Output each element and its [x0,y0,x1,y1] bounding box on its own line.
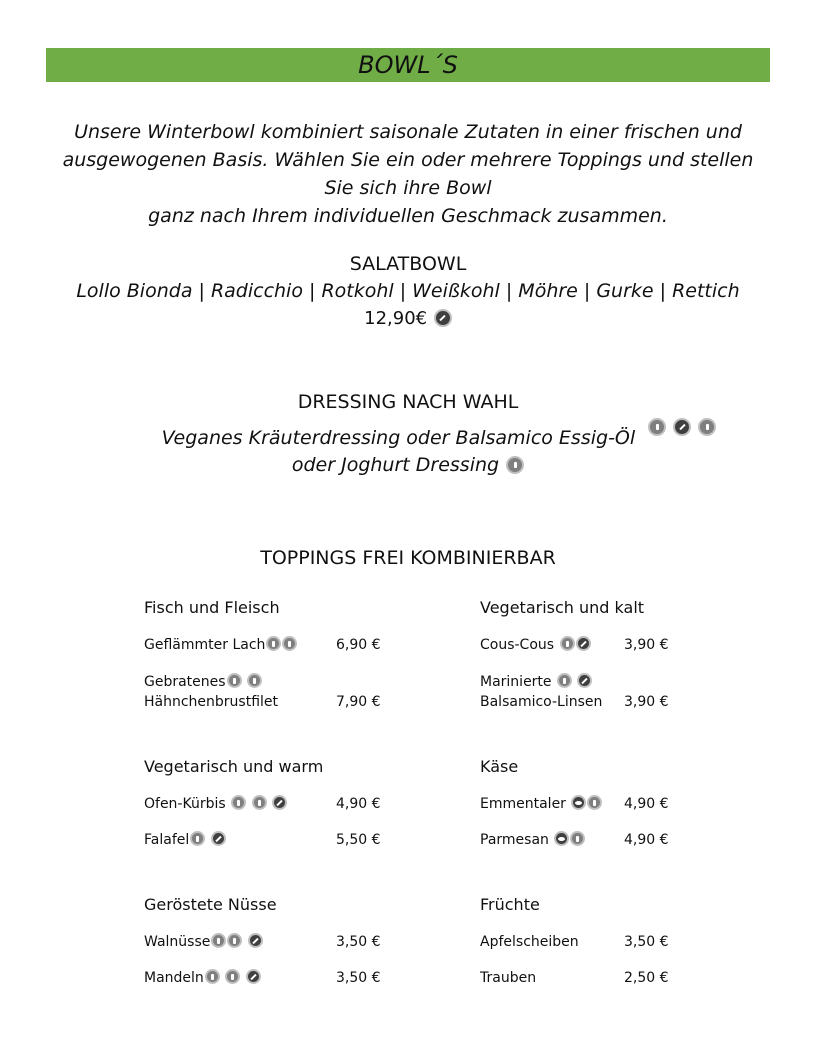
item-name: Falafel [144,832,190,848]
item-price: 3,90 € [624,637,669,653]
vegan-icon [248,933,263,948]
vegetarian-icon [571,795,586,810]
allergen-icon [282,636,297,651]
dressing-title: DRESSING NACH WAHL [297,391,519,413]
vegan-icon [577,673,592,688]
dressing-line-2: oder Joghurt Dressing [291,454,500,476]
list-item [144,635,297,655]
item-name-cont: Balsamico-Linsen [480,694,603,710]
list-item [144,794,287,814]
allergen-icon [252,795,267,810]
dressing-line-1: Veganes Kräuterdressing oder Balsamico Essig-Öl [161,427,636,449]
item-name: Ofen-Kürbis [144,796,226,812]
intro-line: Unsere Winterbowl kombiniert saisonale Zutaten in einer frischen und [74,121,742,143]
category-cheese: Käse [480,757,519,776]
item-name-cont: Hähnchenbrustfilet [144,694,279,710]
dressing-line-2-row [0,454,816,476]
dressing-icons [647,416,716,438]
page-title: BOWL´S [358,51,458,79]
item-name: Mandeln [144,970,204,986]
item-price: 3,50 € [336,970,381,986]
allergen-icon [648,418,666,436]
allergen-icon [227,933,242,948]
vegan-icon [576,636,591,651]
item-price: 3,90 € [624,694,669,710]
allergen-icon [231,795,246,810]
item-price: 6,90 € [336,637,381,653]
item-price: 4,90 € [624,796,669,812]
vegan-icon [434,309,452,327]
salad-price-row [0,308,816,329]
vegan-icon [272,795,287,810]
salad-ingredients: Lollo Bionda | Radicchio | Rotkohl | Weißkohl | Möhre | Gurke | Rettich [76,280,740,302]
intro-line: ganz nach Ihrem individuellen Geschmack zusammen. [148,205,668,227]
item-name: Cous-Cous [480,637,555,653]
allergen-icon [266,636,281,651]
intro-line: Sie sich ihre Bowl [324,177,492,199]
list-item [144,968,261,988]
allergen-icon [560,636,575,651]
vegetarian-icon [554,831,569,846]
title-banner [46,48,770,82]
toppings-title: TOPPINGS FREI KOMBINIERBAR [260,547,556,569]
allergen-icon [205,969,220,984]
item-price: 4,90 € [336,796,381,812]
item-name: Marinierte [480,674,552,690]
vegan-icon [246,969,261,984]
category-veg-cold: Vegetarisch und kalt [480,598,645,617]
allergen-icon [247,673,262,688]
allergen-icon [506,456,524,474]
list-item [480,932,579,952]
list-item [480,672,602,712]
vegan-icon [673,418,691,436]
list-item [144,672,278,712]
item-price: 3,50 € [624,934,669,950]
item-name: Apfelscheiben [480,934,579,950]
item-name: Parmesan [480,832,549,848]
item-name: Trauben [480,970,537,986]
item-name: Emmentaler [480,796,566,812]
allergen-icon [225,969,240,984]
list-item [480,794,602,814]
list-item [144,932,263,952]
allergen-icon [227,673,242,688]
dressing-line-1-row [0,427,816,449]
allergen-icon [557,673,572,688]
list-item [144,830,226,850]
item-price: 2,50 € [624,970,669,986]
intro-text [40,118,776,230]
salad-title: SALATBOWL [349,253,467,275]
allergen-icon [211,933,226,948]
list-item [480,830,585,850]
salad-price: 12,90€ [364,308,428,329]
list-item [480,635,591,655]
category-nuts: Geröstete Nüsse [144,895,277,914]
item-price: 7,90 € [336,694,381,710]
item-name: Walnüsse [144,934,211,950]
allergen-icon [587,795,602,810]
vegan-icon [211,831,226,846]
allergen-icon [570,831,585,846]
category-fish-meat: Fisch und Fleisch [144,598,280,617]
allergen-icon [698,418,716,436]
category-veg-warm: Vegetarisch und warm [144,757,324,776]
item-name: Gebratenes [144,674,226,690]
list-item [480,968,536,988]
intro-line: ausgewogenen Basis. Wählen Sie ein oder mehrere Toppings und stellen [62,149,754,171]
item-name: Geflämmter Lach [144,637,266,653]
item-price: 3,50 € [336,934,381,950]
item-price: 5,50 € [336,832,381,848]
category-fruit: Früchte [480,895,540,914]
item-price: 4,90 € [624,832,669,848]
allergen-icon [190,831,205,846]
